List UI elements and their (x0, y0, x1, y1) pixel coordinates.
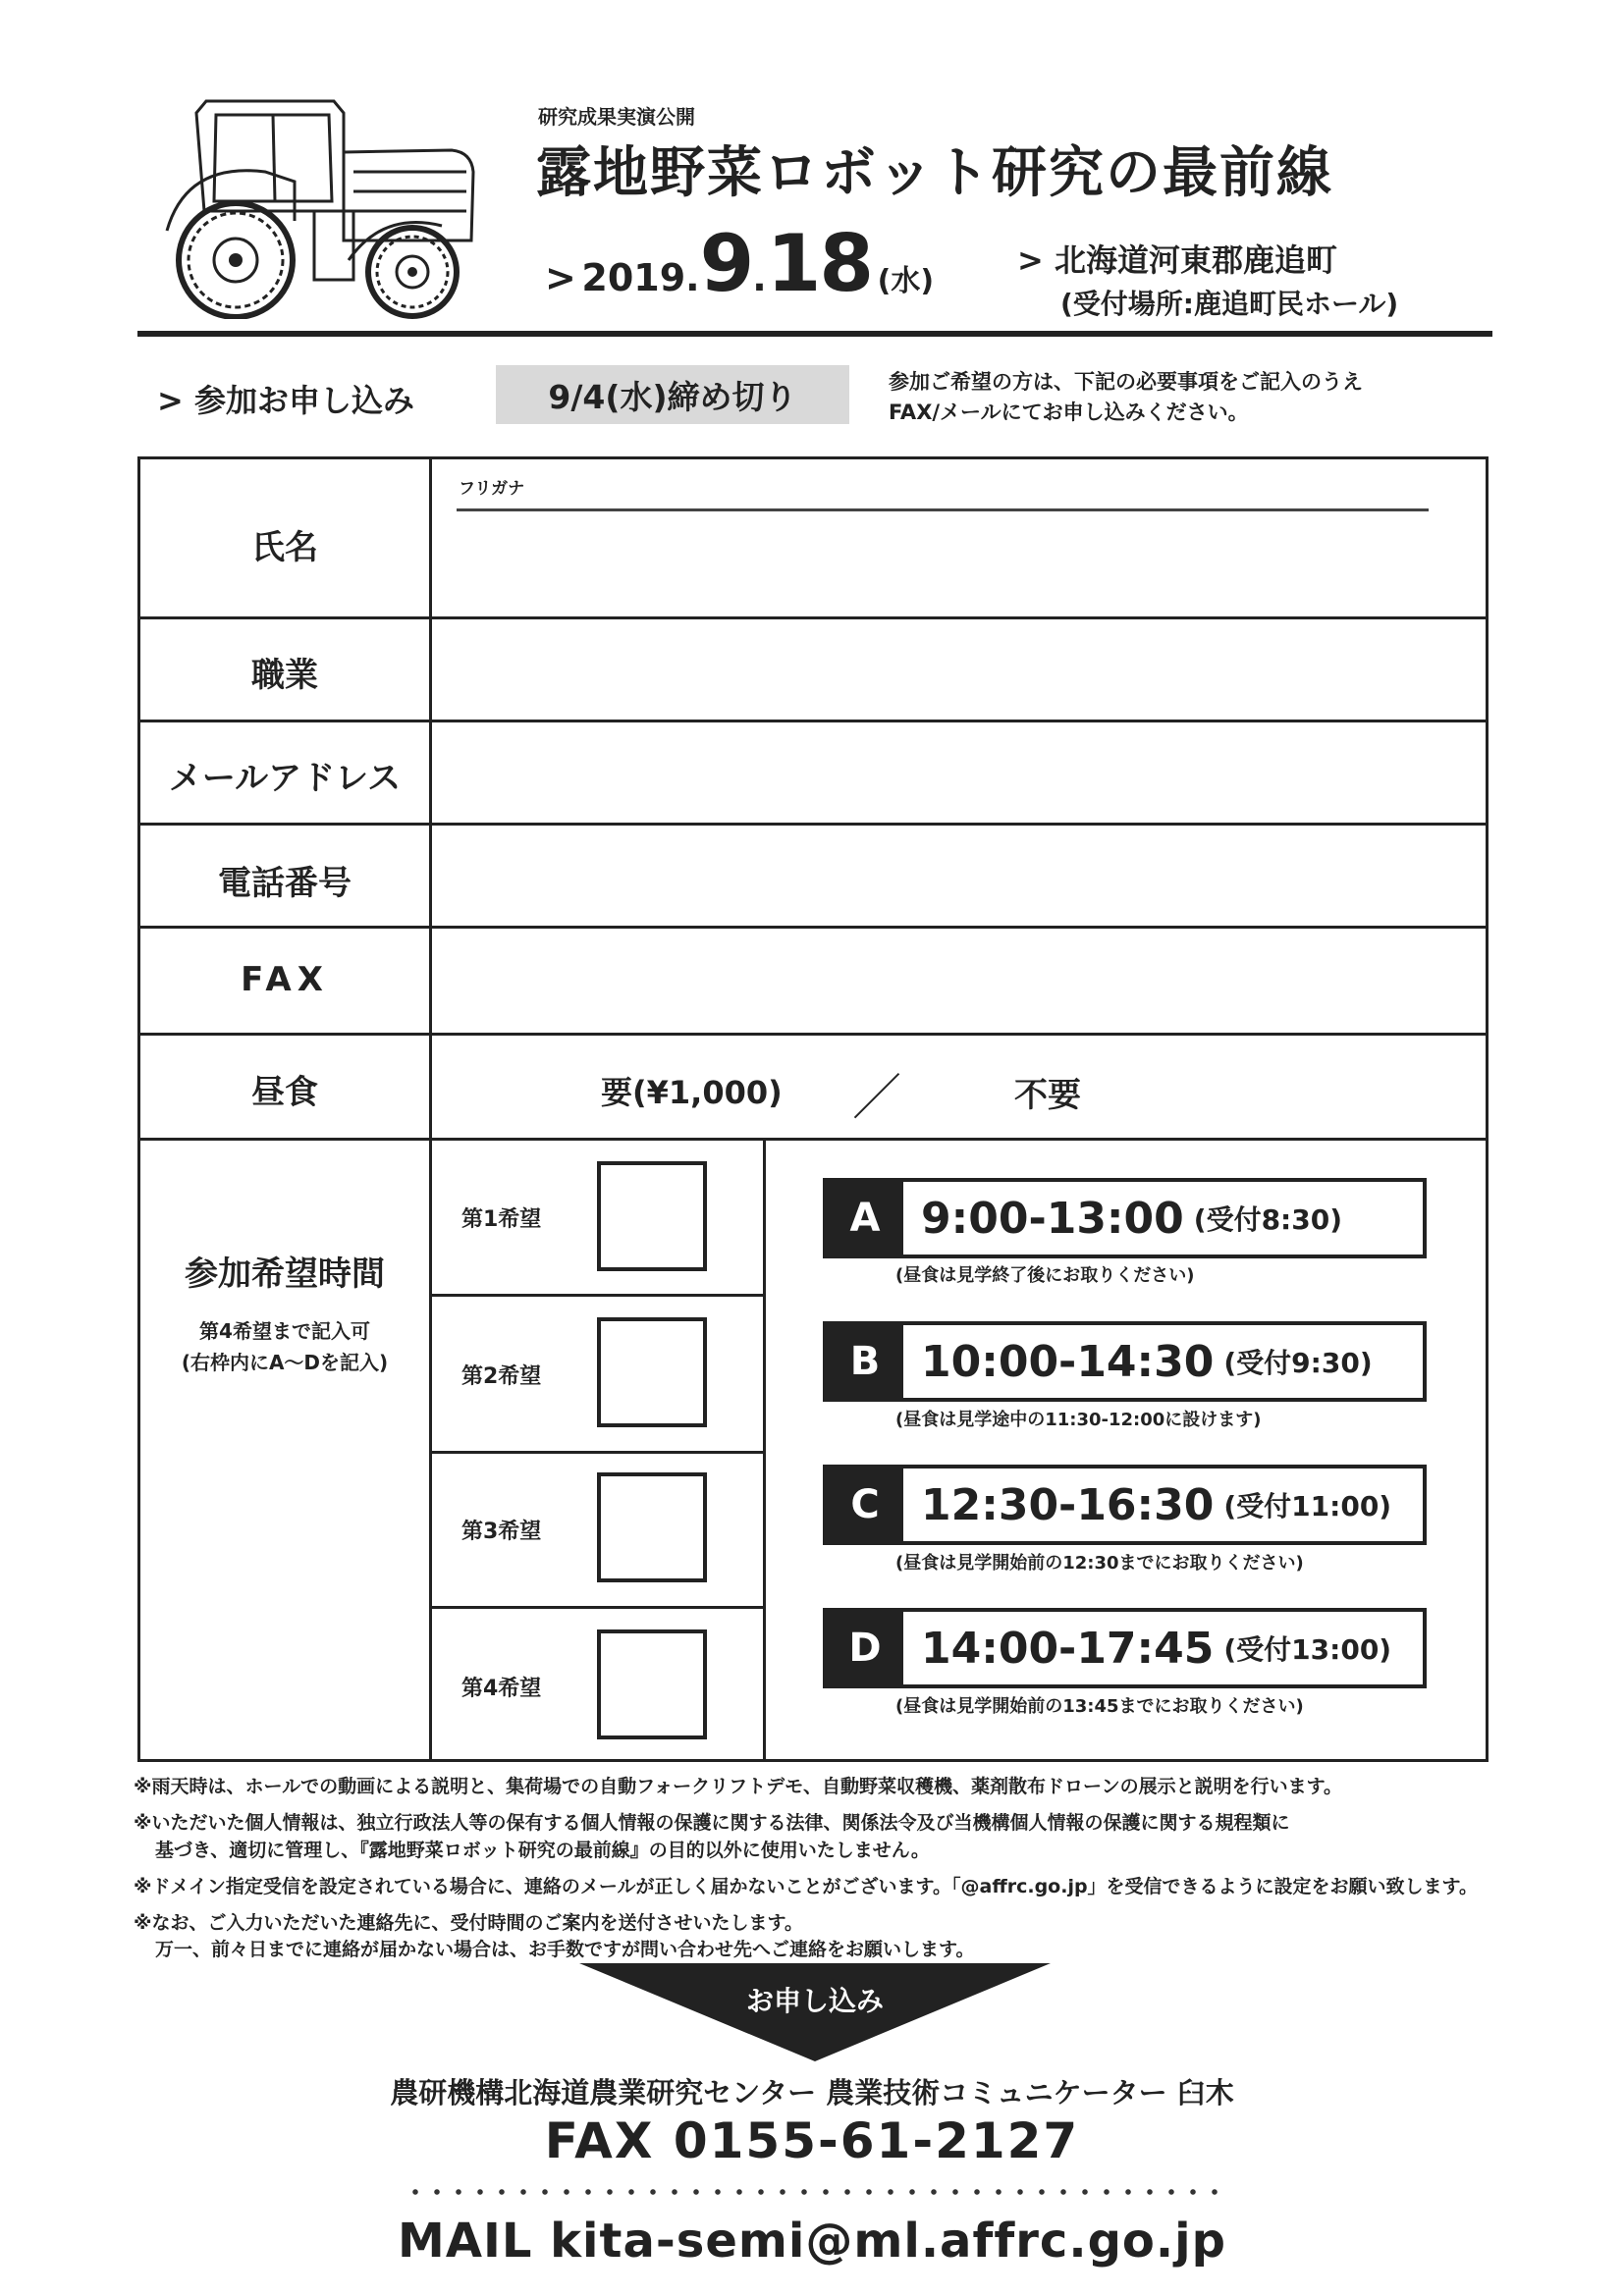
time-option-a (823, 1178, 1427, 1258)
apply-banner-text: お申し込み (745, 1985, 884, 2017)
option-letter: B (827, 1325, 903, 1398)
row-divider (137, 1138, 1489, 1141)
contact-fax: FAX 0155-61-2127 (544, 2112, 1080, 2169)
apply-instructions (889, 367, 1363, 428)
time-option-b (823, 1321, 1427, 1402)
pref-column-divider (763, 1138, 766, 1762)
option-b-note: (昼食は見学途中の11:30-12:00に設けます) (895, 1410, 1262, 1430)
row-divider (137, 616, 1489, 619)
place-text: 北海道河東郡鹿追町 (1054, 241, 1337, 279)
time-option-d (823, 1608, 1427, 1688)
contact-mail[interactable]: MAIL kita-semi@ml.affrc.go.jp (398, 2214, 1226, 2269)
preference-4-box[interactable] (597, 1629, 707, 1739)
note-domain: ※ドメイン指定受信を設定されている場合に、連絡のメールが正しく届かないことがございます。「@affrc.go.jp」を受信できるように設定をお願い致します。 (134, 1876, 1479, 1897)
reception-place: (受付場所:鹿追町民ホール) (1060, 288, 1399, 320)
option-letter: A (827, 1182, 903, 1255)
option-a-note: (昼食は見学終了後にお取りください) (895, 1265, 1195, 1286)
preference-3-box[interactable] (597, 1472, 707, 1582)
row-divider (137, 926, 1489, 929)
time-note-line1: 第4希望まで記入可 (199, 1319, 370, 1343)
phone-field[interactable] (437, 829, 1483, 923)
row-divider (137, 823, 1489, 826)
job-field[interactable] (437, 623, 1483, 717)
note-reception-1: ※なお、ご入力いただいた連絡先に、受付時間のご案内を送付させいたします。 (134, 1912, 803, 1934)
option-reception: (受付11:00) (1223, 1490, 1392, 1522)
place-arrow: > (1017, 241, 1044, 279)
time-option-c (823, 1465, 1427, 1545)
note-privacy-2: 基づき、適切に管理し、『露地野菜ロボット研究の最前線』の目的以外に使用いたしません。 (155, 1840, 930, 1861)
event-title: 露地野菜ロボット研究の最前線 (536, 140, 1333, 205)
pref-divider (432, 1451, 764, 1454)
contact-organization: 農研機構北海道農業研究センター 農業技術コミュニケーター 臼木 (390, 2076, 1234, 2109)
option-time: 9:00-13:00 (921, 1193, 1184, 1244)
time-preference-label: 参加希望時間 (185, 1255, 385, 1294)
preference-3-label: 第3希望 (461, 1520, 542, 1544)
lunch-separator: ／ (852, 1069, 901, 1126)
option-reception: (受付9:30) (1223, 1347, 1373, 1379)
email-label: メールアドレス (168, 759, 402, 798)
option-c-note: (昼食は見学開始前の12:30までにお取りください) (895, 1553, 1304, 1574)
fax-field[interactable] (437, 933, 1483, 1029)
option-time: 12:30-16:30 (921, 1479, 1215, 1530)
deadline-badge: 9/4(水)締め切り (496, 365, 849, 424)
date-dot: . (752, 256, 767, 299)
pref-divider (432, 1606, 764, 1609)
preference-1-box[interactable] (597, 1161, 707, 1271)
lunch-label: 昼食 (251, 1073, 318, 1112)
phone-label: 電話番号 (218, 864, 352, 903)
event-date (545, 218, 934, 309)
apply-label-text: 参加お申し込み (193, 382, 414, 419)
option-letter: D (827, 1612, 903, 1684)
date-month: 9 (699, 218, 753, 309)
dotted-divider (405, 2189, 1219, 2195)
lunch-not-required-option[interactable]: 不要 (1014, 1076, 1081, 1115)
furigana-underline (457, 508, 1429, 511)
preference-1-label: 第1希望 (461, 1207, 542, 1232)
preference-2-label: 第2希望 (461, 1364, 542, 1389)
option-reception: (受付13:00) (1223, 1633, 1392, 1666)
lunch-required-option[interactable]: 要(¥1,000) (601, 1074, 783, 1111)
option-time: 10:00-14:30 (921, 1336, 1215, 1387)
date-year: 2019. (581, 256, 700, 299)
time-preference-note (137, 1315, 432, 1378)
option-d-note: (昼食は見学開始前の13:45までにお取りください) (895, 1696, 1304, 1717)
option-reception: (受付8:30) (1193, 1203, 1343, 1236)
furigana-label: フリガナ (459, 479, 525, 499)
date-weekday: (水) (877, 264, 935, 298)
name-label: 氏名 (251, 528, 318, 567)
note-reception-2: 万一、前々日までに連絡が届かない場合は、お手数ですが問い合わせ先へご連絡をお願いします。 (155, 1939, 975, 1960)
apply-note-line2: FAX/メールにてお申し込みください。 (889, 400, 1249, 424)
date-day: 18 (766, 218, 873, 309)
email-field[interactable] (437, 726, 1483, 820)
apply-arrow: > (157, 382, 184, 419)
note-rain: ※雨天時は、ホールでの動画による説明と、集荷場での自動フォークリフトデモ、自動野菜収穫機、薬剤散布ドローンの展示と説明を行います。 (134, 1776, 1343, 1797)
pref-divider (432, 1294, 764, 1297)
row-divider (137, 720, 1489, 722)
preference-2-box[interactable] (597, 1317, 707, 1427)
option-time: 14:00-17:45 (921, 1623, 1215, 1674)
event-place (1017, 236, 1337, 281)
time-note-line2: (右枠内にA～Dを記入) (181, 1351, 389, 1374)
fax-label: FAX (241, 960, 329, 999)
date-arrow: > (545, 256, 576, 299)
tractor-illustration (147, 93, 486, 319)
note-privacy-1: ※いただいた個人情報は、独立行政法人等の保有する個人情報の保護に関する法律、関係法令及び当機構個人情報の保護に関する規程類に (134, 1812, 1290, 1834)
event-subtitle: 研究成果実演公開 (538, 105, 695, 129)
preference-4-label: 第4希望 (461, 1677, 542, 1701)
header-divider (137, 331, 1492, 337)
apply-label (157, 376, 414, 421)
row-divider (137, 1033, 1489, 1036)
name-field[interactable] (437, 514, 1483, 613)
option-letter: C (827, 1468, 903, 1541)
apply-note-line1: 参加ご希望の方は、下記の必要事項をご記入のうえ (889, 370, 1363, 394)
job-label: 職業 (251, 656, 318, 695)
